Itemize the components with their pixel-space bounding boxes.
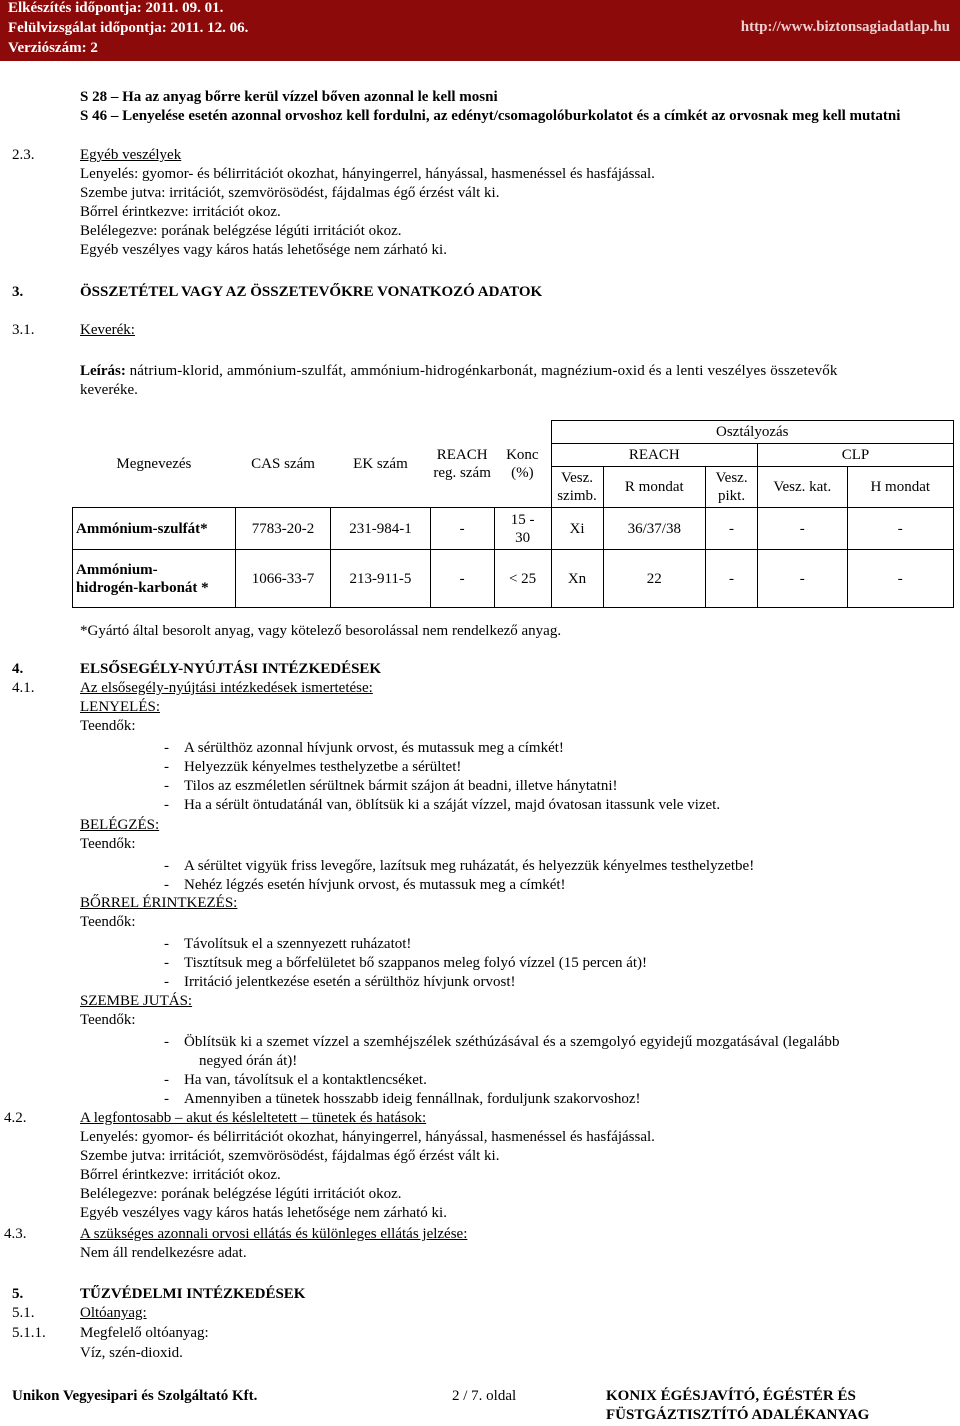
list-item: - Tilos az eszméletlen sérültnek bármit szájon át beadni, illetve hánytatni! bbox=[164, 778, 618, 794]
todo-label: Teendők: bbox=[80, 914, 136, 930]
header-vesz-pikt: Vesz. pikt. bbox=[706, 467, 758, 508]
list-item: - Öblítsük ki a szemet vízzel a szemhéjszélek széthúzásával és a szemgolyó egyidejű mozgatásával (legalább bbox=[164, 1034, 840, 1050]
cell-reach: - bbox=[430, 550, 494, 608]
section-4-3-text: Nem áll rendelkezésre adat. bbox=[80, 1245, 247, 1261]
section-4-3-number: 4.3. bbox=[4, 1226, 27, 1242]
cell-szimb: Xi bbox=[551, 508, 603, 550]
section-3-title: ÖSSZETÉTEL VAGY AZ ÖSSZETEVŐKRE VONATKOZÓ ADATOK bbox=[80, 284, 543, 300]
header-classification: Osztályozás bbox=[551, 421, 953, 444]
page-header bbox=[0, 0, 960, 61]
section-5-title: TŰZVÉDELMI INTÉZKEDÉSEK bbox=[80, 1286, 306, 1302]
list-item: - Helyezzük kényelmes testhelyzetbe a sérültet! bbox=[164, 759, 462, 775]
footer-page-number: 2 / 7. oldal bbox=[452, 1388, 517, 1404]
symptom-line: Lenyelés: gyomor- és bélirritációt okozhat, hányingerrel, hányással, hasmenéssel és hasfájással. bbox=[80, 1129, 655, 1145]
header-info bbox=[8, 0, 248, 58]
created-date: Elkészítés időpontja: 2011. 09. 01. bbox=[8, 0, 224, 16]
section-5-1-number: 5.1. bbox=[12, 1305, 35, 1321]
cell-pikt: - bbox=[706, 550, 758, 608]
symptom-line: Szembe jutva: irritációt, szemvörösödést, fájdalmas égő érzést vált ki. bbox=[80, 1148, 500, 1164]
footer-company: Unikon Vegyesipari és Szolgáltató Kft. bbox=[12, 1388, 258, 1404]
section-5-1-1-title: Megfelelő oltóanyag: bbox=[80, 1325, 209, 1341]
section-4-3-title: A szükséges azonnali orvosi ellátás és különleges ellátás jelzése: bbox=[80, 1226, 468, 1242]
table-row bbox=[73, 508, 954, 550]
footer-product: KONIX ÉGÉSJAVÍTÓ, ÉGÉSTÉR ÉS bbox=[606, 1388, 856, 1404]
cell-name: Ammónium-hidrogén-karbonát * bbox=[73, 550, 236, 608]
header-r-mondat: R mondat bbox=[603, 467, 706, 508]
section-2-3-title: Egyéb veszélyek bbox=[80, 147, 182, 163]
borrel-heading: BŐRREL ÉRINTKEZÉS: bbox=[80, 895, 238, 911]
cell-reach: - bbox=[430, 508, 494, 550]
description-label: Leírás: bbox=[80, 363, 126, 379]
cell-pikt: - bbox=[706, 508, 758, 550]
header-name: Megnevezés bbox=[116, 455, 192, 472]
cell-ek: 213-911-5 bbox=[331, 550, 430, 608]
table-footnote: *Gyártó által besorolt anyag, vagy kötelező besorolással nem rendelkező anyag. bbox=[80, 623, 562, 639]
list-item: - Távolítsuk el a szennyezett ruházatot! bbox=[164, 936, 412, 952]
section-4-2-title: A legfontosabb – akut és késleltetett – tünetek és hatások: bbox=[80, 1110, 427, 1126]
cell-h: - bbox=[847, 508, 953, 550]
cell-konc: 15 - 30 bbox=[494, 508, 551, 550]
header-konc: Konc (%) bbox=[494, 421, 551, 508]
table-row bbox=[73, 550, 954, 608]
header-clp: CLP bbox=[758, 444, 954, 467]
section-4-1-title: Az elsősegély-nyújtási intézkedések ismertetése: bbox=[80, 680, 373, 696]
section-4-1-number: 4.1. bbox=[12, 680, 35, 696]
section-5-number: 5. bbox=[12, 1286, 24, 1302]
cell-kat: - bbox=[758, 550, 847, 608]
revised-date: Felülvizsgálat időpontja: 2011. 12. 06. bbox=[8, 20, 249, 36]
todo-label: Teendők: bbox=[80, 718, 136, 734]
cell-name: Ammónium-szulfát* bbox=[73, 508, 236, 550]
list-item: - Irritáció jelentkezése esetén a sérülthöz hívjunk orvost! bbox=[164, 974, 516, 990]
cell-h: - bbox=[847, 550, 953, 608]
hazard-line: Bőrrel érintkezve: irritációt okoz. bbox=[80, 204, 281, 220]
section-4-2-number: 4.2. bbox=[4, 1110, 27, 1126]
cell-kat: - bbox=[758, 508, 847, 550]
symptom-line: Bőrrel érintkezve: irritációt okoz. bbox=[80, 1167, 281, 1183]
header-reach-reg: REACH reg. szám bbox=[433, 446, 491, 481]
list-item: - Ha van, távolítsuk el a kontaktlencséket. bbox=[164, 1072, 427, 1088]
cell-konc: < 25 bbox=[494, 550, 551, 608]
section-3-1-number: 3.1. bbox=[12, 322, 35, 338]
header-url-link[interactable]: http://www.biztonsagiadatlap.hu bbox=[740, 19, 950, 35]
cell-r: 22 bbox=[603, 550, 706, 608]
section-5-1-title: Oltóanyag: bbox=[80, 1305, 147, 1321]
header-cas: CAS szám bbox=[251, 455, 315, 472]
section-3-1-title: Keverék: bbox=[80, 322, 135, 338]
section-3-number: 3. bbox=[12, 284, 24, 300]
belegzes-heading: BELÉGZÉS: bbox=[80, 817, 160, 833]
list-item: - Ha a sérült öntudatánál van, öblítsük ki a száját vízzel, majd óvatosan itassunk vele vizet. bbox=[164, 797, 721, 813]
section-2-3-number: 2.3. bbox=[12, 147, 35, 163]
list-item-cont: negyed órán át)! bbox=[199, 1053, 298, 1069]
list-item: - A sérültet vigyük friss levegőre, lazítsuk meg ruházatát, és helyezzük kényelmes testhelyzetbe! bbox=[164, 858, 755, 874]
header-reach: REACH bbox=[551, 444, 758, 467]
composition-table bbox=[72, 420, 954, 608]
hazard-line: Lenyelés: gyomor- és bélirritációt okozhat, hányingerrel, hányással, hasmenéssel és hasfájással. bbox=[80, 166, 655, 182]
cell-cas: 7783-20-2 bbox=[235, 508, 330, 550]
cell-r: 36/37/38 bbox=[603, 508, 706, 550]
description-text-cont: keveréke. bbox=[80, 382, 138, 398]
mixture-description bbox=[80, 362, 958, 381]
symptom-line: Egyéb veszélyes vagy káros hatás lehetősége nem zárható ki. bbox=[80, 1205, 447, 1221]
s28-phrase: S 28 – Ha az anyag bőrre kerül vízzel bőven azonnal le kell mosni bbox=[80, 89, 498, 105]
header-vesz-kat: Vesz. kat. bbox=[758, 467, 847, 508]
symptom-line: Belélegezve: porának belégzése légúti irritációt okoz. bbox=[80, 1186, 402, 1202]
hazard-line: Belélegezve: porának belégzése légúti irritációt okoz. bbox=[80, 223, 402, 239]
lenyeles-heading: LENYELÉS: bbox=[80, 699, 160, 715]
section-5-1-1-text: Víz, szén-dioxid. bbox=[80, 1345, 183, 1361]
list-item: - A sérülthöz azonnal hívjunk orvost, és mutassuk meg a címkét! bbox=[164, 740, 564, 756]
footer-product-cont: FÜSTGÁZTISZTÍTÓ ADALÉKANYAG bbox=[606, 1407, 870, 1423]
header-vesz-szimb: Vesz. szimb. bbox=[551, 467, 603, 508]
szembe-heading: SZEMBE JUTÁS: bbox=[80, 993, 193, 1009]
section-4-number: 4. bbox=[12, 661, 24, 677]
cell-cas: 1066-33-7 bbox=[235, 550, 330, 608]
list-item: - Nehéz légzés esetén hívjunk orvost, és mutassuk meg a címkét! bbox=[164, 877, 566, 893]
header-ek: EK szám bbox=[353, 455, 408, 472]
version-number: Verziószám: 2 bbox=[8, 40, 98, 56]
header-h-mondat: H mondat bbox=[847, 467, 953, 508]
hazard-line: Szembe jutva: irritációt, szemvörösödést, fájdalmas égő érzést vált ki. bbox=[80, 185, 500, 201]
description-text: nátrium-klorid, ammónium-szulfát, ammónium-hidrogénkarbonát, magnézium-oxid és a lenti veszélyes összetevők bbox=[129, 363, 838, 379]
todo-label: Teendők: bbox=[80, 836, 136, 852]
hazard-line: Egyéb veszélyes vagy káros hatás lehetősége nem zárható ki. bbox=[80, 242, 447, 258]
list-item: - Amennyiben a tünetek hosszabb ideig fennállnak, forduljunk szakorvoshoz! bbox=[164, 1091, 641, 1107]
list-item: - Tisztítsuk meg a bőrfelületet bő szappanos meleg folyó vízzel (15 percen át)! bbox=[164, 955, 648, 971]
s46-phrase: S 46 – Lenyelése esetén azonnal orvoshoz kell fordulni, az edényt/csomagolóburkolatot és a címkét az orvosnak meg kell mutatni bbox=[80, 108, 901, 124]
cell-ek: 231-984-1 bbox=[331, 508, 430, 550]
cell-szimb: Xn bbox=[551, 550, 603, 608]
todo-label: Teendők: bbox=[80, 1012, 136, 1028]
section-4-title: ELSŐSEGÉLY-NYÚJTÁSI INTÉZKEDÉSEK bbox=[80, 661, 382, 677]
section-5-1-1-number: 5.1.1. bbox=[12, 1325, 46, 1341]
